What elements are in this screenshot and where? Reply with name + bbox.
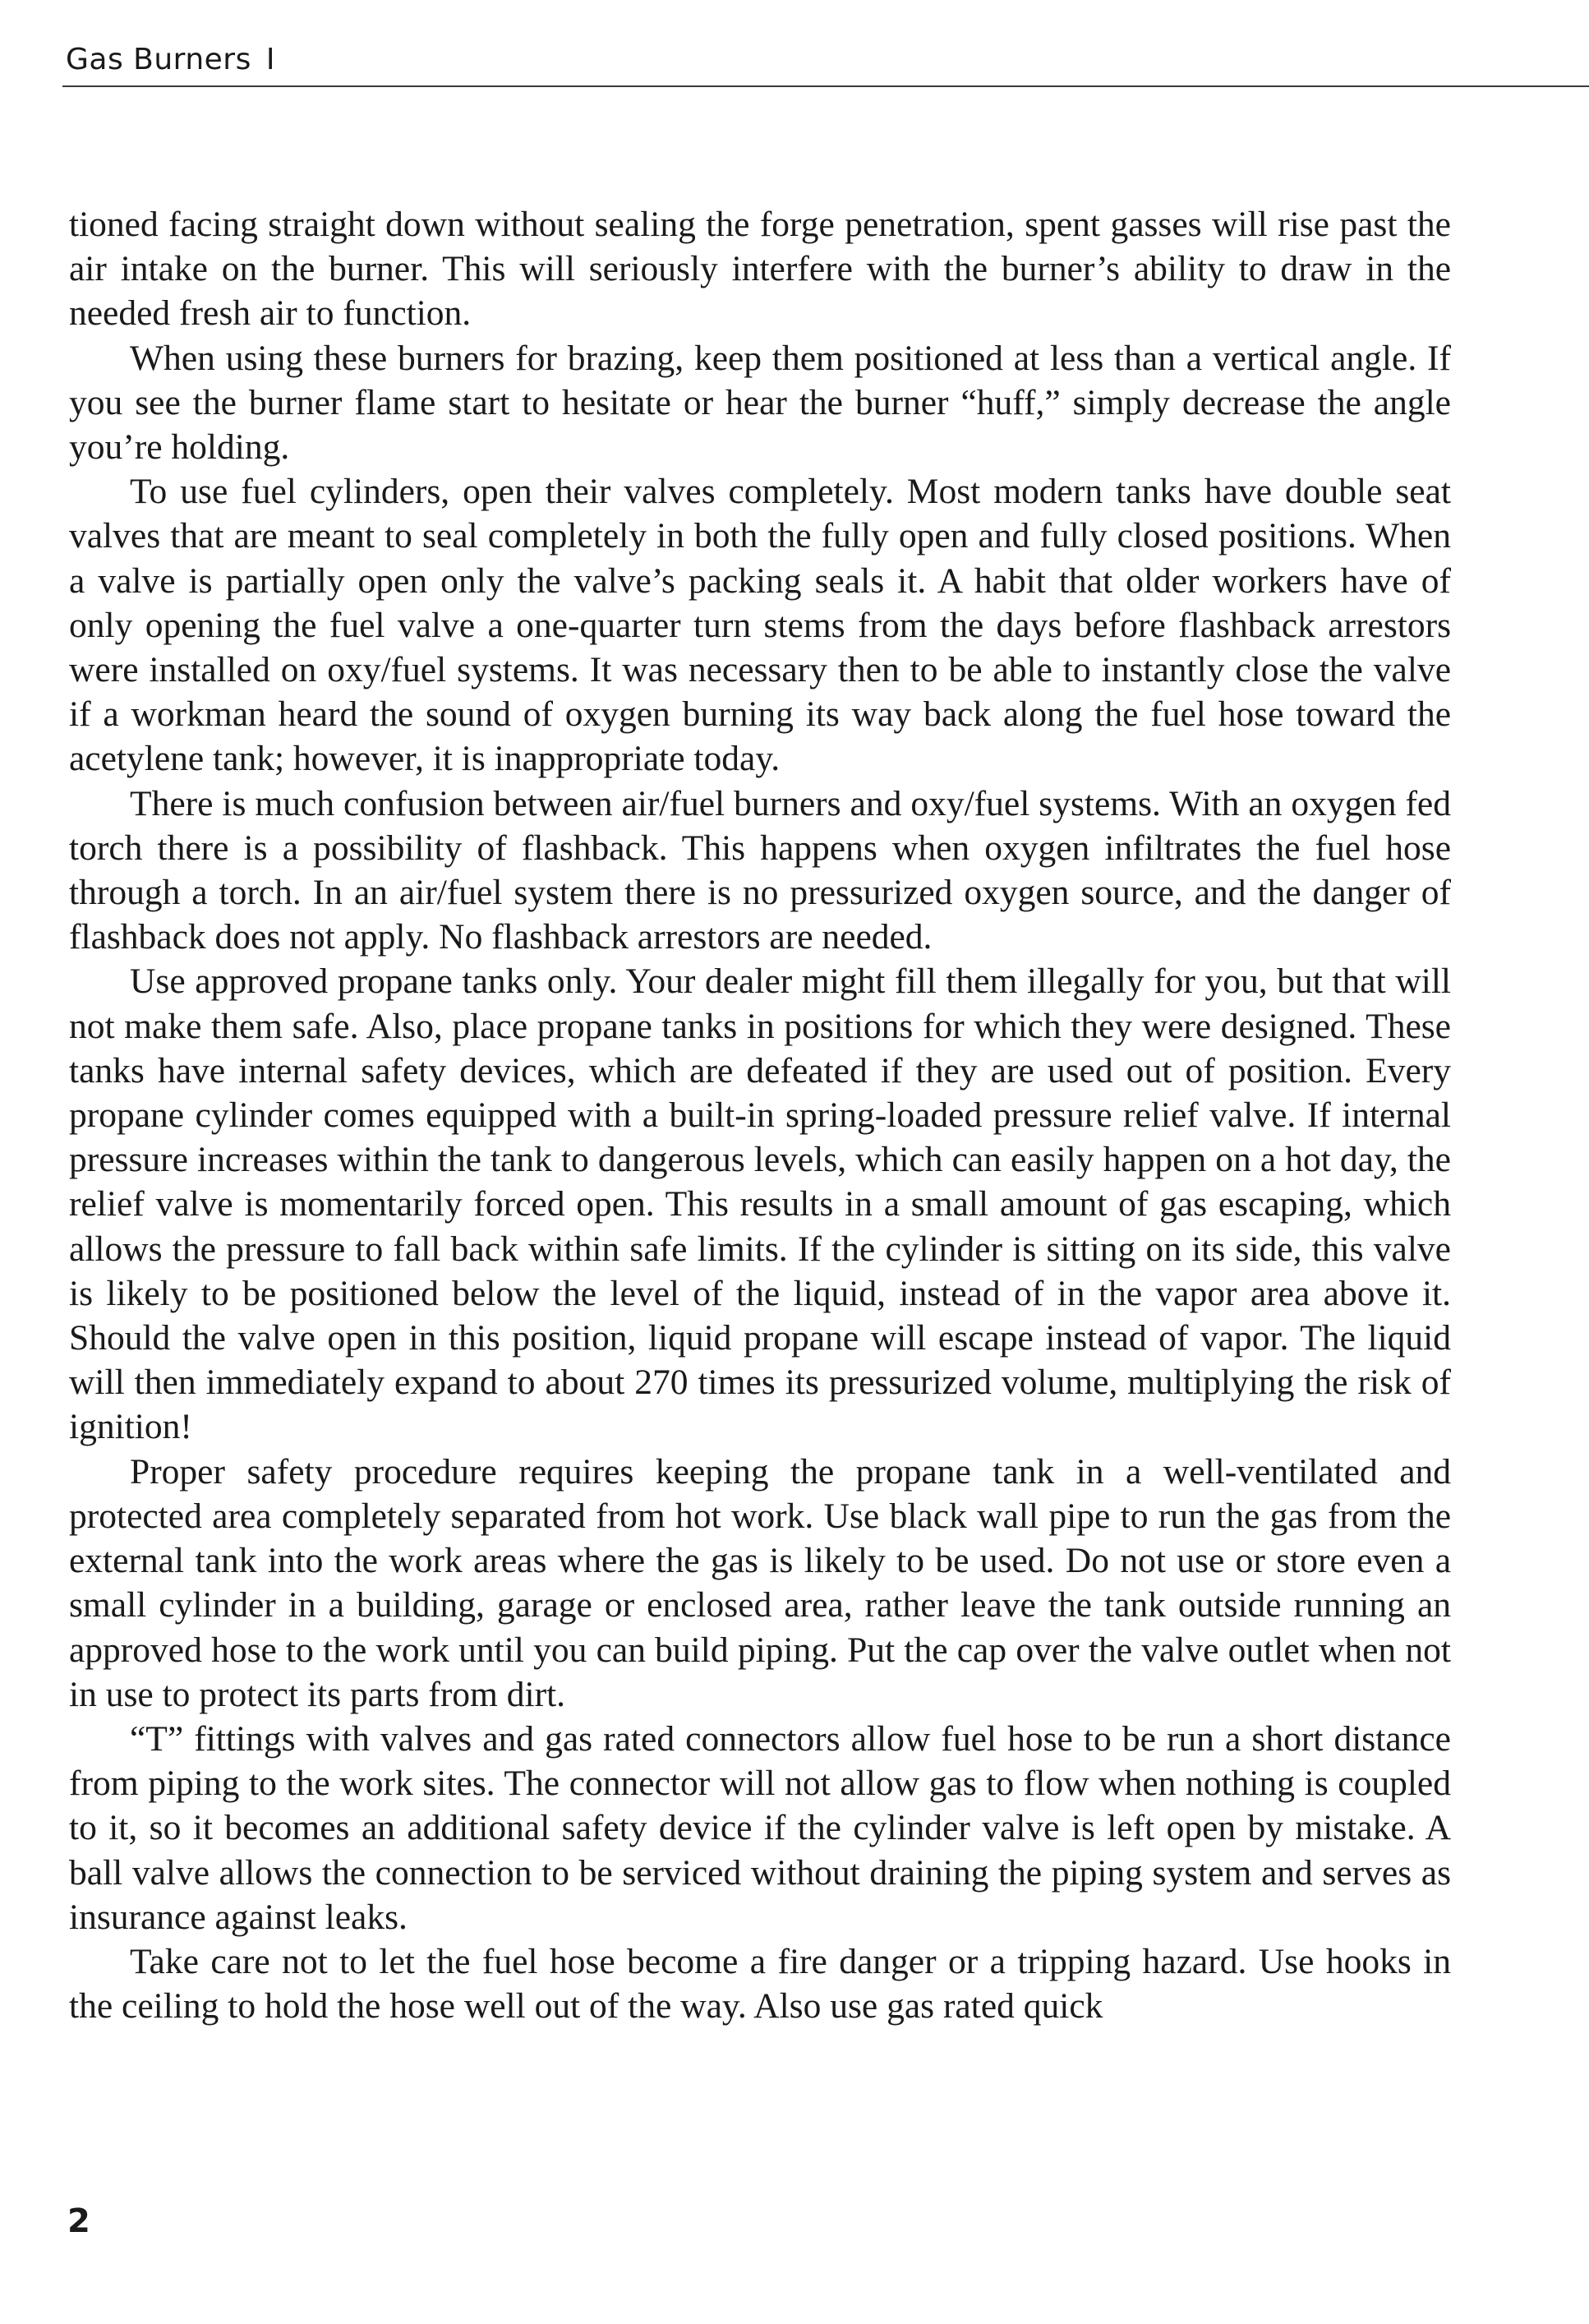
paragraph-3: To use fuel cylinders, open their valves completely. Most modern tanks have double seat valves that are meant to seal completely in both the fully open and fully closed positions. When a valve is partially open only the valve’s packing seals it. A habit that older workers have of only opening the fuel valve a one-quarter turn stems from the days before flashback arrestors were installed on oxy/fuel systems. It was necessary then to be able to instantly close the valve if a workman heard the sound of oxygen burning its way back along the fuel hose toward the acetylene tank; however, it is inappropriate today. (69, 472, 1451, 779)
running-header (66, 43, 275, 76)
header-rule (62, 85, 1589, 87)
paragraph-7: “T” fittings with valves and gas rated connectors allow fuel hose to be run a short distance from piping to the work sites. The connector will not allow gas to flow when nothing is coupled to it, so it becomes an additional safety device if the cylinder valve is left open by mistake. A ball valve allows the connection to be serviced without draining the piping system and serves as insurance against leaks. (69, 1718, 1451, 1937)
paragraph-6: Proper safety procedure requires keeping the propane tank in a well-ventilated and protected area completely separated from hot work. Use black wall pipe to run the gas from the external tank into the work areas where the gas is likely to be used. Do not use or store even a small cylinder in a building, garage or enclosed area, rather leave the tank outside running an approved hose to the work until you can build piping. Put the cap over the valve outlet when not in use to protect its parts from dirt. (69, 1451, 1451, 1714)
page-number: 2 (67, 2202, 90, 2240)
paragraph-8: Take care not to let the fuel hose become a fire danger or a tripping hazard. Use hooks in the ceiling to hold the hose well out of the way. Also use gas rated quick (69, 1941, 1451, 2027)
paragraph-2: When using these burners for brazing, keep them positioned at less than a vertical angle. If you see the burner flame start to hesitate or hear the burner “huff,” simply decrease the angle you’re holding. (69, 338, 1451, 468)
running-header-title: Gas Burners (66, 43, 251, 76)
paragraph-4: There is much confusion between air/fuel burners and oxy/fuel systems. With an oxygen fed torch there is a possibility of flashback. This happens when oxygen infiltrates the fuel hose through a torch. In an air/fuel system there is no pressurized oxygen source, and the danger of flashback does not apply. No flashback arrestors are needed. (69, 783, 1451, 957)
paragraph-1: tioned facing straight down without sealing the forge penetration, spent gasses will rise past the air intake on the burner. This will seriously interfere with the burner’s ability to draw in the needed fresh air to function. (69, 205, 1451, 334)
body-text (69, 202, 1451, 2028)
paragraph-5: Use approved propane tanks only. Your dealer might fill them illegally for you, but that will not make them safe. Also, place propane tanks in positions for which they were designed. These tanks have internal safety devices, which are defeated if they are used out of position. Every propane cylinder comes equipped with a built-in spring-loaded pressure relief valve. If internal pressure increases within the tank to dangerous levels, which can easily happen on a hot day, the relief valve is momentarily forced open. This results in a small amount of gas escaping, which allows the pressure to fall back within safe limits. If the cylinder is sitting on its side, this valve is likely to be positioned below the level of the liquid, instead of in the vapor area above it. Should the valve open in this position, liquid propane will escape instead of vapor. The liquid will then immediately expand to about 270 times its pressurized volume, multiplying the risk of ignition! (69, 961, 1451, 1447)
running-header-separator: I (265, 43, 275, 76)
